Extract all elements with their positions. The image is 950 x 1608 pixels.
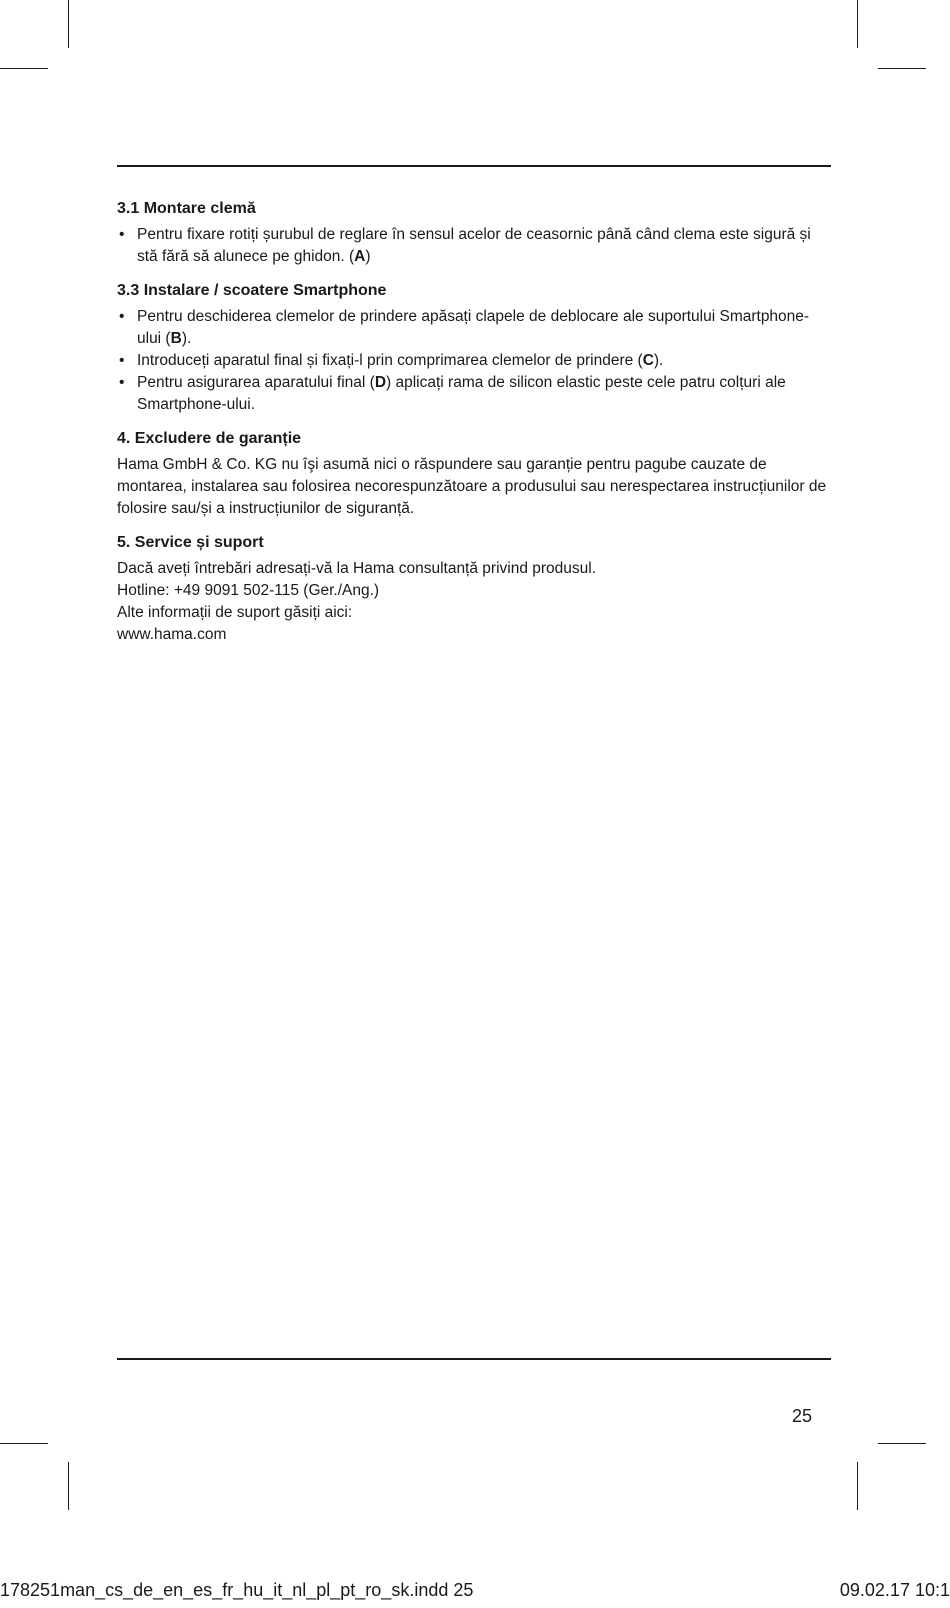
crop-mark-top-left: [68, 0, 69, 48]
section-service-support: [117, 532, 831, 646]
crop-mark-bottom-right: [857, 1462, 858, 1510]
footer-rule: [117, 1358, 831, 1360]
warranty-paragraph: Hama GmbH & Co. KG nu îşi asumă nici o răspundere sau garanție pentru pagube cauzate de montarea, instalarea sau folosirea necorespunzătoare a produsului sau nerespectarea instrucțiunilor de folosire sau/și a instrucțiunilor de siguranță.: [117, 456, 827, 517]
list-item: • Pentru fixare rotiți șurubul de reglare în sensul acelor de ceasornic până când clema este sigură și stă fără să alunece pe ghidon. (A): [117, 224, 831, 268]
crop-mark-bottom-left-h: [0, 1443, 48, 1444]
hotline: Hotline: +49 9091 502-115 (Ger./Ang.): [117, 582, 380, 599]
header-rule: [117, 165, 831, 167]
section-clamp-mounting: [117, 198, 831, 268]
list-item: • Introduceți aparatul final și fixați-l prin comprimarea clemelor de prindere (C).: [117, 350, 831, 372]
section-heading: 5. Service și suport: [117, 534, 264, 551]
section-heading: 4. Excludere de garanție: [117, 430, 302, 447]
section-heading: 3.1 Montare clemă: [117, 200, 256, 217]
page-number: 25: [791, 1406, 812, 1426]
website-link[interactable]: www.hama.com: [117, 626, 227, 643]
crop-mark-top-left-h: [0, 68, 48, 69]
page-content: [117, 198, 831, 658]
bullet-list: [117, 306, 831, 416]
list-item: • Pentru asigurarea aparatului final (D) aplicați rama de silicon elastic peste cele patru colțuri ale Smartphone-ului.: [117, 372, 831, 416]
slug-date: 09.02.17 10:1: [839, 1580, 950, 1600]
crop-mark-bottom-right-h: [878, 1443, 926, 1444]
slug-filename: 178251man_cs_de_en_es_fr_hu_it_nl_pl_pt_ro_sk.indd 25: [0, 1580, 474, 1600]
section-smartphone-install: [117, 280, 831, 416]
section-heading: 3.3 Instalare / scoatere Smartphone: [117, 282, 387, 299]
bullet-list: [117, 224, 831, 268]
list-item: • Pentru deschiderea clemelor de prindere apăsați clapele de deblocare ale suportului Smartphone-ului (B).: [117, 306, 831, 350]
crop-mark-top-right: [857, 0, 858, 48]
crop-mark-bottom-left: [68, 1462, 69, 1510]
support-intro: Dacă aveți întrebări adresați-vă la Hama consultanță privind produsul.: [117, 560, 597, 577]
section-warranty-exclusion: [117, 428, 831, 520]
support-info: Alte informații de suport găsiți aici:: [117, 604, 353, 621]
crop-mark-top-right-h: [878, 68, 926, 69]
